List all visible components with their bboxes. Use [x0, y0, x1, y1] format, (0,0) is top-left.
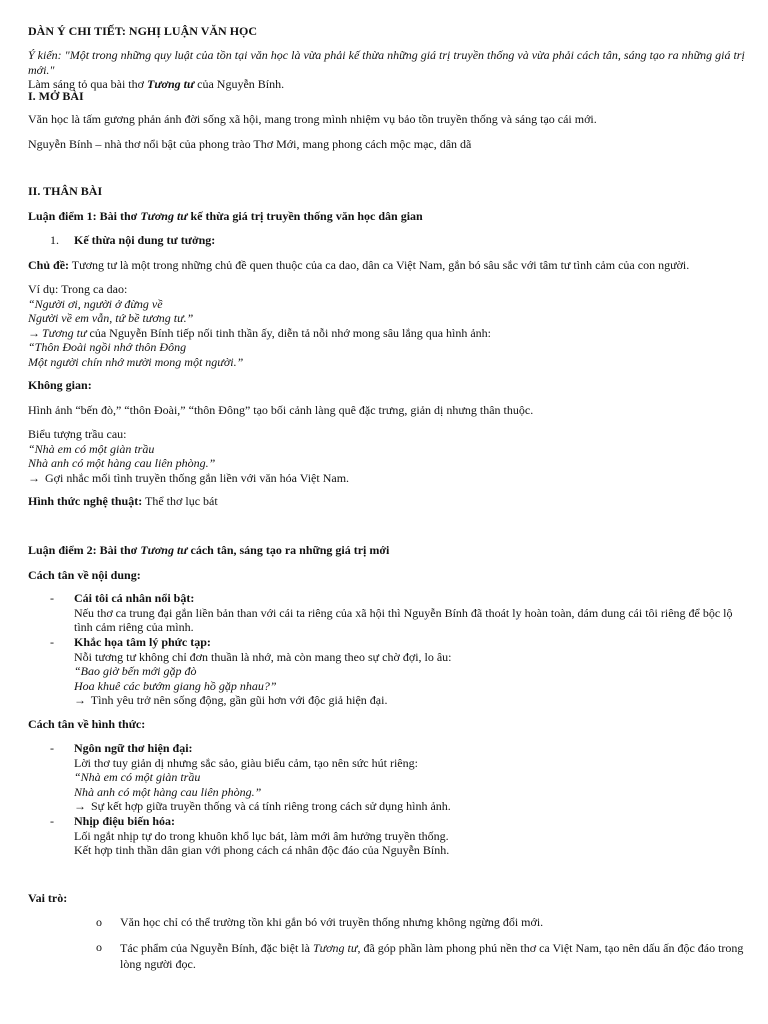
arrow-icon: → — [74, 799, 86, 814]
example-intro: Ví dụ: Trong ca dao: — [28, 282, 128, 296]
section-heading-mo-bai: I. MỞ BÀI — [28, 89, 84, 103]
chu-de-paragraph — [28, 258, 754, 273]
cach-tan-noi-dung-heading: Cách tân về nội dung: — [28, 568, 141, 582]
dash-bullet: - — [50, 741, 54, 755]
ca-dao-line-1: “Người ơi, người ở đừng về — [28, 296, 163, 311]
hinh-thuc-nghe-thuat — [28, 494, 754, 509]
vai-tro-item-1-text: Văn học chỉ có thể trường tồn khi gắn bó với truyền thống nhưng không ngừng đổi mới. — [120, 915, 544, 929]
vai-tro-item-2 — [28, 940, 754, 972]
item-d-label: Nhịp điệu biến hóa: — [74, 814, 176, 828]
ld2-poem-title: Tương tư — [140, 543, 188, 557]
ld1-poem-title: Tương tư — [140, 209, 188, 223]
dash-bullet: - — [50, 814, 54, 828]
list-item-tam-ly — [28, 635, 754, 708]
list-item-cai-toi — [28, 591, 754, 635]
ld1-post: kế thừa giá trị truyền thống văn học dân gian — [187, 209, 423, 223]
item-a-label: Cái tôi cá nhân nổi bật: — [74, 591, 195, 605]
hinh-thuc-label: Hình thức nghệ thuật: — [28, 494, 143, 508]
dash-bullet: - — [50, 635, 54, 649]
item-c-arrow-line — [74, 799, 754, 814]
cach-tan-hinh-thuc-heading: Cách tân về hình thức: — [28, 717, 146, 731]
item-number: 1. — [50, 233, 59, 247]
item-c-quote-1: “Nhà em có một giàn trầu — [74, 770, 201, 785]
poem-title-inline: Tương tư — [42, 325, 87, 340]
ld2-pre: Luận điểm 2: Bài thơ — [28, 543, 141, 557]
khong-gian-text: Hình ảnh “bến đò,” “thôn Đoài,” “thôn Đông” tạo bối cảnh làng quê đặc trưng, giản dị nhưng thân thuộc. — [28, 403, 534, 417]
vai-tro-item-2-pre: Tác phẩm của Nguyễn Bính, đặc biệt là — [120, 941, 313, 955]
circle-bullet: o — [96, 915, 102, 929]
khong-gian-label: Không gian: — [28, 378, 92, 392]
vai-tro-item-1 — [28, 915, 754, 930]
item-c-text: Lời thơ tuy giản dị nhưng sắc sảo, giàu biểu cảm, tạo nên sức hút riêng: — [74, 755, 418, 770]
item-a-text: Nếu thơ ca trung đại gắn liền bản than với cái ta riêng của xã hội thì Nguyễn Bính đã thoát ly hoàn toàn, dám dung cái tôi riêng để bộc lộ tình cảm riêng của mình. — [74, 605, 733, 635]
item-c-label: Ngôn ngữ thơ hiện đại: — [74, 741, 193, 755]
item-b-arrow-text: Tình yêu trở nên sống động, gần gũi hơn với độc giả hiện đại. — [88, 693, 388, 708]
trau-cau-line-2: Nhà anh có một hàng cau liên phòng.” — [28, 456, 216, 471]
item-b-quote-2: Hoa khuê các bướm giang hồ gặp nhau?” — [74, 678, 277, 693]
item-b-text: Nỗi tương tư không chỉ đơn thuần là nhớ, mà còn mang theo sự chờ đợi, lo âu: — [74, 649, 452, 664]
dash-bullet: - — [50, 591, 54, 605]
arrow-icon: → — [28, 325, 40, 340]
circle-bullet: o — [96, 940, 102, 954]
poem-title-inline: Tương tư — [312, 941, 358, 955]
arrow-icon: → — [28, 470, 40, 485]
example-arrow-text: của Nguyễn Bính tiếp nối tinh thần ấy, diễn tả nỗi nhớ mong sâu lắng qua hình ảnh: — [86, 325, 492, 340]
luan-diem-2-heading — [28, 543, 754, 558]
trau-cau-arrow-text: Gợi nhắc mối tình truyền thống gắn liền với văn hóa Việt Nam. — [42, 470, 350, 485]
poem-title: Tương tư — [147, 77, 195, 92]
prompt-quote: Ý kiến: "Một trong những quy luật của tồn tại văn học là vừa phải kế thừa những giá trị truyền thống và vừa phải cách tân, sáng tạo ra những giá trị mới." — [28, 48, 745, 77]
mo-bai-paragraph-2: Nguyễn Bính – nhà thơ nổi bật của phong trào Thơ Mới, mang phong cách mộc mạc, dân dã — [28, 137, 472, 151]
item-d-text-2: Kết hợp tinh thần dân gian với phong cách cá nhân độc đáo của Nguyễn Bính. — [74, 843, 450, 858]
item-b-label: Khắc họa tâm lý phức tạp: — [74, 635, 211, 649]
prompt-task-post: của Nguyễn Bính. — [194, 77, 285, 92]
example-arrow-line — [28, 326, 754, 341]
list-item-ngon-ngu — [28, 741, 754, 814]
luan-diem-1-heading — [28, 209, 754, 224]
chu-de-label: Chủ đề: — [28, 258, 70, 272]
mo-bai-paragraph-1: Văn học là tấm gương phản ánh đời sống xã hội, mang trong mình nhiệm vụ bảo tồn truyền thống và sáng tạo cái mới. — [28, 112, 597, 126]
item-d-text-1: Lối ngắt nhịp tự do trong khuôn khổ lục bát, làm mới âm hưởng truyền thống. — [74, 828, 449, 843]
poem-line-1: “Thôn Đoài ngồi nhớ thôn Đông — [28, 340, 187, 355]
item-c-arrow-text: Sự kết hợp giữa truyền thống và cá tính riêng trong cách sử dụng hình ảnh. — [88, 799, 451, 814]
item-1-label: Kế thừa nội dung tư tưởng: — [74, 233, 216, 247]
example-block — [28, 282, 754, 370]
numbered-item-1 — [28, 233, 754, 248]
vai-tro-heading: Vai trò: — [28, 891, 68, 905]
item-b-quote-1: “Bao giờ bến mới gặp đò — [74, 664, 197, 679]
trau-cau-block — [28, 427, 754, 485]
prompt-task-pre: Làm sáng tỏ qua bài thơ — [28, 77, 147, 92]
list-item-nhip-dieu — [28, 814, 754, 858]
doc-title: DÀN Ý CHI TIẾT: NGHỊ LUẬN VĂN HỌC — [28, 24, 258, 38]
vai-tro-item-2-text — [120, 940, 754, 972]
arrow-icon: → — [74, 693, 86, 708]
ld1-pre: Luận điểm 1: Bài thơ — [28, 209, 141, 223]
ca-dao-line-2: Người về em vẫn, tứ bề tương tư.” — [28, 311, 194, 326]
prompt — [28, 48, 754, 92]
chu-de-text: Tương tư là một trong những chủ đề quen thuộc của ca dao, dân ca Việt Nam, gắn bó sâu sắc với tâm tư tình cảm của con người. — [69, 258, 690, 272]
trau-cau-arrow-line — [28, 471, 754, 486]
poem-line-2: Một người chín nhớ mười mong một người.” — [28, 354, 244, 369]
section-heading-than-bai: II. THÂN BÀI — [28, 184, 103, 198]
ld2-post: cách tân, sáng tạo ra những giá trị mới — [187, 543, 390, 557]
trau-cau-intro: Biểu tượng trầu cau: — [28, 427, 127, 441]
item-b-arrow-line — [74, 693, 754, 708]
hinh-thuc-text: Thể thơ lục bát — [142, 494, 218, 508]
item-c-quote-2: Nhà anh có một hàng cau liên phòng.” — [74, 784, 262, 799]
trau-cau-line-1: “Nhà em có một giàn trầu — [28, 441, 155, 456]
vai-tro-item-2-post: , đã góp phần làm phong phú nền thơ ca Việt Nam, tạo nên dấu ấn độc đáo trong lòng người đọc. — [120, 941, 744, 971]
